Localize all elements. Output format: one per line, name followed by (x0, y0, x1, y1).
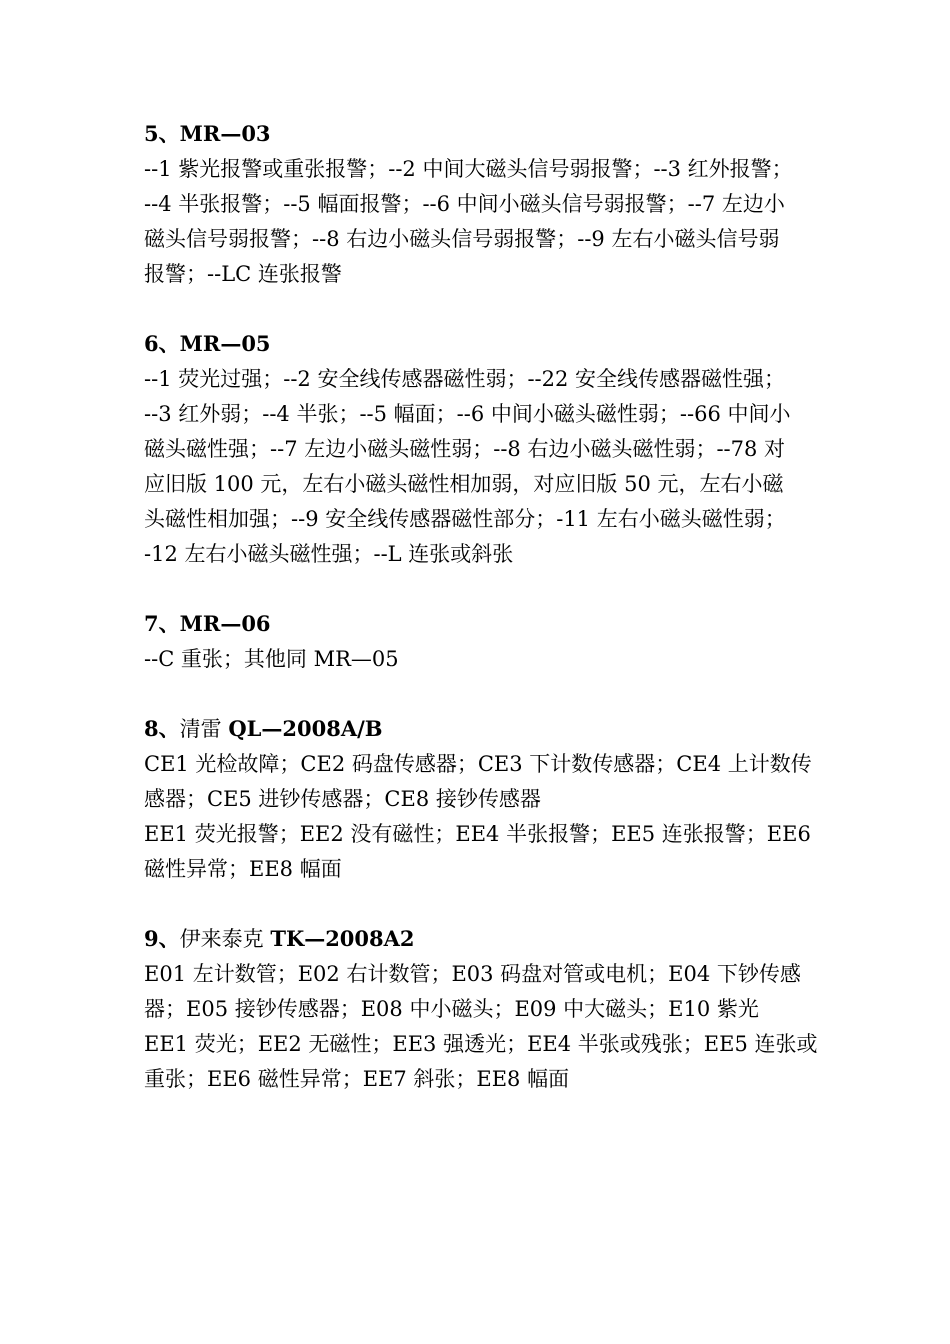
text-line: 应旧版 100 元，左右小磁头磁性相加弱，对应旧版 50 元，左右小磁 (144, 472, 784, 496)
text-line: 头磁性相加强；--9 安全线传感器磁性部分；-11 左右小磁头磁性弱； (144, 507, 786, 531)
text-line: --1 荧光过强；--2 安全线传感器磁性弱；--22 安全线传感器磁性强； (144, 367, 786, 391)
text-line: 磁性异常；EE8 幅面 (144, 857, 342, 881)
heading-plain: 清雷 (179, 717, 229, 741)
section-heading (144, 116, 810, 152)
document-page (144, 116, 818, 1131)
text-line: --1 紫光报警或重张报警；--2 中间大磁头信号弱报警；--3 红外报警； (144, 157, 793, 181)
section-heading (144, 326, 810, 362)
heading-prefix: 7、 (144, 611, 180, 636)
text-line: --3 红外弱；--4 半张；--5 幅面；--6 中间小磁头磁性弱；--66 中间小 (144, 402, 791, 426)
section-mr-03 (144, 116, 810, 292)
text-line: --C 重张；其他同 MR—05 (144, 647, 399, 671)
section-mr-05 (144, 326, 810, 572)
text-line: CE1 光检故障；CE2 码盘传感器；CE3 下计数传感器；CE4 上计数传 (144, 752, 812, 776)
section-heading (144, 606, 810, 642)
heading-prefix: 5、 (144, 121, 180, 146)
heading-model: MR—06 (179, 611, 271, 636)
section-heading (144, 711, 810, 747)
section-heading (144, 921, 810, 957)
text-line: 报警；--LC 连张报警 (144, 262, 342, 286)
heading-model: QL—2008A/B (228, 716, 383, 741)
text-line: 器；E05 接钞传感器；E08 中小磁头；E09 中大磁头；E10 紫光 (144, 997, 759, 1021)
text-line: EE1 荧光报警；EE2 没有磁性；EE4 半张报警；EE5 连张报警；EE6 (144, 822, 811, 846)
text-line: -12 左右小磁头磁性强；--L 连张或斜张 (144, 542, 514, 566)
text-line: 感器；CE5 进钞传感器；CE8 接钞传感器 (144, 787, 541, 811)
heading-plain: 伊来泰克 (179, 927, 271, 951)
heading-prefix: 6、 (144, 331, 180, 356)
text-line: --4 半张报警；--5 幅面报警；--6 中间小磁头信号弱报警；--7 左边小 (144, 192, 785, 216)
heading-model: MR—05 (179, 331, 271, 356)
text-line: 磁头磁性强；--7 左边小磁头磁性弱；--8 右边小磁头磁性弱；--78 对 (144, 437, 786, 461)
text-line: 重张；EE6 磁性异常；EE7 斜张；EE8 幅面 (144, 1067, 570, 1091)
heading-model: MR—03 (179, 121, 271, 146)
section-tk-2008a2 (144, 921, 818, 1097)
section-ql-2008ab (144, 711, 810, 887)
text-line: 磁头信号弱报警；--8 右边小磁头信号弱报警；--9 左右小磁头信号弱 (144, 227, 780, 251)
heading-prefix: 8、 (144, 716, 180, 741)
section-mr-06 (144, 606, 810, 677)
text-line: EE1 荧光；EE2 无磁性；EE3 强透光；EE4 半张或残张；EE5 连张或 (144, 1032, 818, 1056)
text-line: E01 左计数管；E02 右计数管；E03 码盘对管或电机；E04 下钞传感 (144, 962, 801, 986)
heading-prefix: 9、 (144, 926, 180, 951)
heading-model: TK—2008A2 (270, 926, 415, 951)
